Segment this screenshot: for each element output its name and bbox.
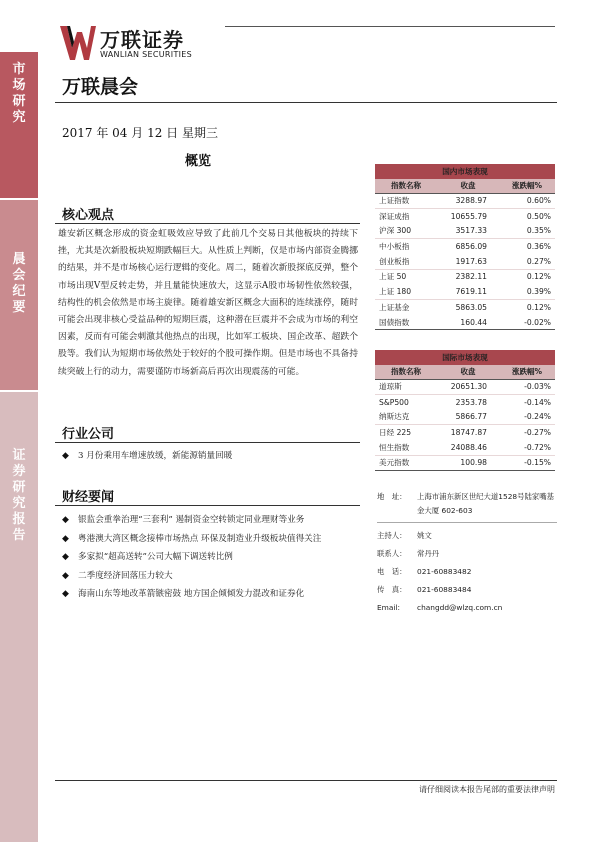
list-item[interactable]: ◆ 多家拟“超高送转”公司大幅下调送转比例 [62,549,362,566]
column-header: 指数名称 [375,179,437,193]
close-cell: 100.98 [437,455,499,470]
list-item[interactable]: ◆ 3 月份乘用车增速放缓，新能源销量回暖 [62,448,362,465]
finance-divider [55,505,360,506]
table-row [375,440,555,455]
change-cell: 0.12% [499,269,555,284]
list-item[interactable]: ◆ 银监会重拳治理“三套利” 遏制资金空转锁定同业理财等业务 [62,512,362,529]
table-row [375,315,555,330]
core-text: 雄安新区概念形成的资金虹吸效应导致了此前几个交易日其他板块的持续下挫，尤其是次新股板块短期跌幅巨大。从性质上判断，仅是市场内部资金腾挪的结果，并不是市场核心运行逻辑的变化。周二，随着次新股探底反弹，整个市场出现V型反转走势，并且量能快速放大，这显示A股市场韧性依然较强，结构性的机会依然是市场主旋律。随着雄安新区概念大面积的连续涨停，随时可能会出现非核心受益品种的短期巨震，这种潜在巨震并不会成为市场的利空因素，反而有可能会刺激其他热点的出现，比如军工板块、国企改革、超跌个股等。我们认为短期市场依然处于较好的个股可操作期。但是市场也不具备持续突破上行的动力，需要谨防市场新高后再次出现震荡的可能。 [58,229,358,377]
core-heading: 核心观点 [62,208,115,223]
table-row [375,410,555,425]
index-name-cell: 上证 180 [379,287,412,297]
close-cell: 1917.63 [455,256,487,266]
domestic-market-title: 国内市场表现 [375,164,555,179]
contact-block [377,490,557,619]
industry-divider [55,442,360,443]
list-item[interactable]: ◆ 海南山东等地改革箭镞密鼓 地方国企倾倾发力混改和证券化 [62,586,362,603]
sidebar-label-morning-notes: 晨 会 纪 要 [12,252,26,315]
address-row: 地 址： 上海市浦东新区世纪大道1528号陆家嘴基金大厦 602-603 [377,492,555,515]
sidebar-label-securities-report: 证 券 研 究 报 告 [12,448,26,543]
close-cell: 3517.33 [455,226,487,236]
change-cell: 0.39% [526,287,551,297]
logo-text-en: WANLIAN SECURITIES [100,50,193,59]
diamond-bullet-icon: ◆ [62,589,69,599]
list-item[interactable]: ◆ 粤港澳大湾区概念接棒市场热点 环保及制造业升级板块值得关注 [62,531,362,548]
change-cell: -0.03% [499,379,555,394]
report-date: 2017 年 04 月 12 日 星期三 [62,126,218,140]
table-row [375,300,555,315]
domestic-market-table [375,164,555,330]
column-header: 收盘 [437,179,499,193]
change-cell: -0.27% [499,425,555,440]
diamond-bullet-icon: ◆ [62,515,69,525]
finance-list [62,512,362,605]
report-title: 万联晨会 [62,76,139,98]
change-cell: 0.27% [526,256,551,266]
email-row: Email: changdd@wlzq.com.cn [377,603,503,612]
change-cell: 0.60% [499,193,555,208]
domestic-market-rows [375,193,555,330]
close-cell: 2382.11 [437,269,499,284]
close-cell: 2353.78 [437,394,499,409]
change-cell: -0.24% [524,412,551,422]
change-cell: 0.35% [526,226,551,236]
phone-value: 021-60883482 [417,567,472,576]
table-row [375,425,555,440]
company-logo [60,22,260,62]
close-cell: 6856.09 [437,239,499,254]
change-cell: 0.12% [499,300,555,315]
intl-market-table [375,350,555,471]
index-name-cell: 纳斯达克 [379,412,410,422]
close-cell: 24088.46 [450,442,487,452]
index-name-cell: 上证 50 [375,269,437,284]
table-row [375,379,555,394]
table-row [375,208,555,223]
column-header: 涨跌幅% [499,365,555,379]
close-cell: 5866.77 [455,412,487,422]
diamond-bullet-icon: ◆ [62,552,69,562]
list-item[interactable]: ◆ 二季度经济回落压力较大 [62,568,362,585]
change-cell: -0.14% [499,394,555,409]
column-header: 涨跌幅% [499,179,555,193]
close-cell: 3288.97 [437,193,499,208]
index-name-cell: 上证基金 [375,300,437,315]
close-cell: 160.44 [437,315,499,330]
address-value: 上海市浦东新区世纪大道1528号陆家嘴基金大厦 602-603 [417,492,555,515]
close-cell: 7619.11 [455,287,487,297]
fax-row: 传 真： 021-60883484 [377,585,472,594]
contact-divider [377,522,557,523]
table-row [375,193,555,208]
column-header: 指数名称 [375,365,437,379]
overview-title: 概览 [185,154,212,169]
title-divider [55,102,557,103]
table-row [375,269,555,284]
core-paragraph [58,226,358,381]
close-cell: 10655.79 [437,208,499,223]
fax-value: 021-60883484 [417,585,472,594]
phone-row: 电 话： 021-60883482 [377,567,472,576]
change-cell: -0.72% [524,442,551,452]
sidebar-label-market-research: 市 场 研 究 [12,62,26,125]
index-name-cell: 中小板指 [375,239,437,254]
industry-heading: 行业公司 [62,427,115,442]
index-name-cell: 国债指数 [375,315,437,330]
index-name-cell: 道琼斯 [375,379,437,394]
editor-value: 姚文 [417,531,432,540]
change-cell: 0.50% [499,208,555,223]
index-name-cell: 日经 225 [375,425,437,440]
diamond-bullet-icon: ◆ [62,533,69,544]
column-header: 收盘 [437,365,499,379]
index-name-cell: S&P500 [375,394,437,409]
table-row [375,455,555,470]
footer-divider [55,780,557,781]
index-name-cell: 创业板指 [379,256,410,266]
intl-market-title: 国际市场表现 [375,350,555,365]
diamond-bullet-icon: ◆ [62,570,69,581]
index-name-cell: 深证成指 [375,208,437,223]
close-cell: 20651.30 [437,379,499,394]
change-cell: -0.15% [499,455,555,470]
index-name-cell: 美元指数 [375,455,437,470]
industry-list [62,448,362,467]
table-row [375,254,555,269]
index-name-cell: 恒生指数 [379,442,410,452]
table-row [375,239,555,254]
change-cell: -0.02% [499,315,555,330]
finance-heading: 财经要闻 [62,490,115,505]
email-link[interactable]: changdd@wlzq.com.cn [417,603,503,612]
table-row [375,284,555,299]
wanlian-logo-icon [60,26,96,60]
intl-market-rows [375,379,555,470]
core-divider [55,223,360,224]
editor-row: 主持人： 姚文 [377,531,432,540]
header-divider [225,26,555,27]
close-cell: 5863.05 [437,300,499,315]
index-name-cell: 上证指数 [375,193,437,208]
change-cell: 0.36% [499,239,555,254]
diamond-bullet-icon: ◆ [62,451,69,461]
logo-text-cn: 万联证券 [100,28,184,52]
table-row [375,224,555,239]
legal-notice: 请仔细阅读本报告尾部的重要法律声明 [419,785,555,794]
contact-person-row: 联系人： 常丹丹 [377,549,440,558]
index-name-cell: 沪深 300 [379,226,412,236]
contact-value: 常丹丹 [417,549,440,558]
table-row [375,394,555,409]
close-cell: 18747.87 [437,425,499,440]
